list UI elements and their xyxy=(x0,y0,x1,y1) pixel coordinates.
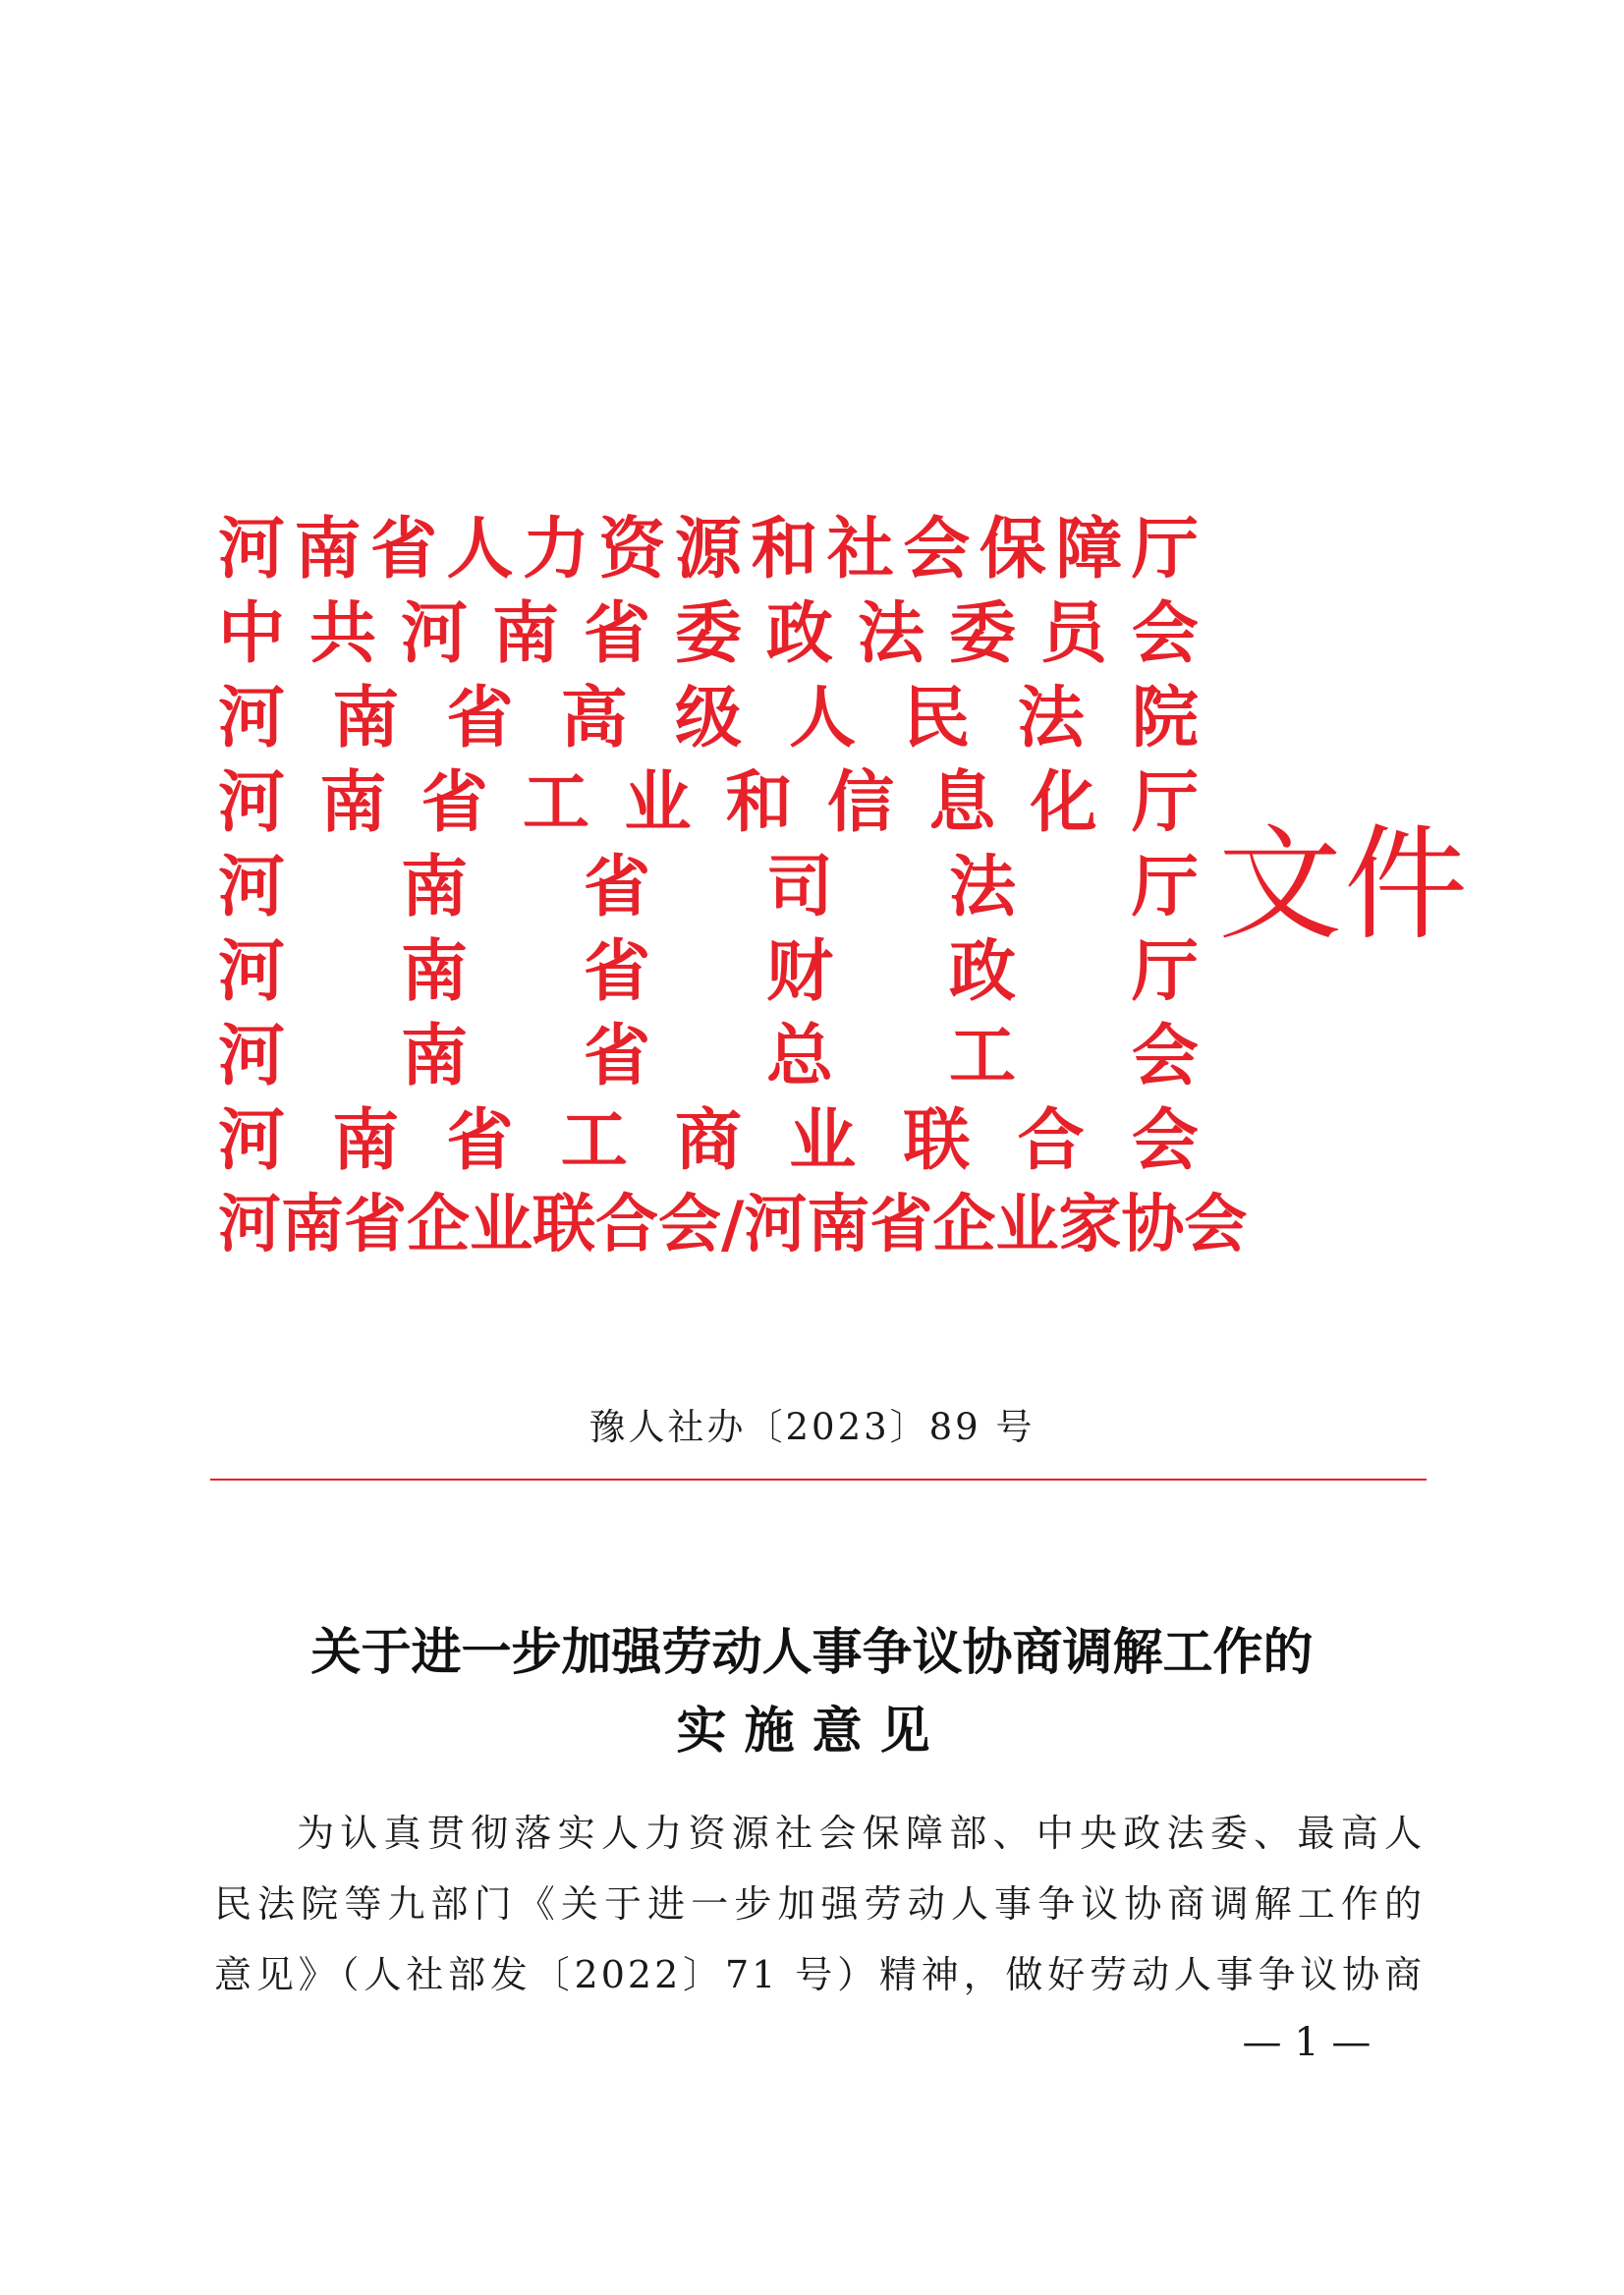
issuer-char: 人 xyxy=(446,510,514,588)
issuer-char: 法 xyxy=(1017,679,1085,757)
issuer-char: 省 xyxy=(583,594,650,673)
issuer-char: 高 xyxy=(560,679,628,757)
issuer-char: 省 xyxy=(583,1017,650,1095)
issuer-char: 省 xyxy=(369,510,437,588)
issuer-char: 委 xyxy=(948,594,1016,673)
issuer-line xyxy=(218,507,1199,591)
issuer-char: 和 xyxy=(751,510,818,588)
issuer-char: 省 xyxy=(446,679,514,757)
issuer-char: 法 xyxy=(948,848,1016,926)
issuer-char: 级 xyxy=(674,679,742,757)
issuer-char: 河 xyxy=(218,1017,286,1095)
issuer-char: 工 xyxy=(948,1017,1016,1095)
issuer-char: 河 xyxy=(218,679,286,757)
issuer-char: 省 xyxy=(446,1101,514,1180)
issuer-char: 工 xyxy=(560,1101,628,1180)
issuer-line: 河南省企业联合会/河南省企业家协会 xyxy=(218,1188,1248,1261)
issuer-char: 商 xyxy=(674,1101,742,1180)
issuer-char: 会 xyxy=(1131,1101,1199,1180)
issuer-char: 保 xyxy=(979,510,1046,588)
body-line: 民法院等九部门《关于进一步加强劳动人事争议协商调解工作的 xyxy=(214,1882,1425,1926)
document-suffix: 文件 xyxy=(1218,812,1470,957)
issuer-char: 南 xyxy=(491,594,559,673)
issuer-char: 人 xyxy=(789,679,857,757)
issuer-char: 联 xyxy=(903,1101,971,1180)
issuer-char: 化 xyxy=(1030,763,1097,842)
issuer-char: 力 xyxy=(522,510,589,588)
issuer-char: 省 xyxy=(583,932,650,1011)
page-number: — 1 — xyxy=(1242,2020,1372,2065)
issuer-char: 河 xyxy=(218,848,286,926)
document-title-line-1: 关于进一步加强劳动人事争议协商调解工作的 xyxy=(310,1623,1314,1682)
issuer-char: 业 xyxy=(624,763,692,842)
issuer-char: 河 xyxy=(218,763,286,842)
issuer-line xyxy=(218,676,1199,760)
issuer-char: 南 xyxy=(294,510,362,588)
issuer-char: 委 xyxy=(674,594,742,673)
issuer-char: 南 xyxy=(332,679,400,757)
issuer-char: 厅 xyxy=(1131,932,1199,1011)
issuer-char: 总 xyxy=(765,1017,833,1095)
issuer-char: 资 xyxy=(598,510,666,588)
issuer-char: 业 xyxy=(789,1101,857,1180)
issuer-line xyxy=(218,1014,1199,1098)
issuer-char: 社 xyxy=(826,510,894,588)
issuer-char: 员 xyxy=(1039,594,1107,673)
issuer-char: 南 xyxy=(400,932,468,1011)
issuer-char: 源 xyxy=(674,510,742,588)
issuer-char: 信 xyxy=(826,763,894,842)
issuer-char: 省 xyxy=(420,763,488,842)
issuer-char: 司 xyxy=(765,848,833,926)
issuer-line xyxy=(218,845,1199,929)
issuer-char: 河 xyxy=(400,594,468,673)
issuer-line xyxy=(218,929,1199,1014)
issuer-char: 民 xyxy=(903,679,971,757)
issuer-char: 合 xyxy=(1017,1101,1085,1180)
body-paragraph xyxy=(214,1798,1425,2010)
issuer-char: 息 xyxy=(928,763,996,842)
body-line: 为认真贯彻落实人力资源社会保障部、中央政法委、最高人 xyxy=(297,1812,1425,1855)
issuer-char: 会 xyxy=(1131,1017,1199,1095)
issuer-char: 省 xyxy=(583,848,650,926)
issuer-char: 财 xyxy=(765,932,833,1011)
body-line: 意见》（人社部发〔2022〕71 号）精神，做好劳动人事争议协商 xyxy=(214,1953,1425,1996)
issuer-char: 工 xyxy=(522,763,589,842)
issuer-char: 政 xyxy=(765,594,833,673)
issuer-char: 南 xyxy=(332,1101,400,1180)
issuer-char: 河 xyxy=(218,1101,286,1180)
document-title-line-2: 实施意见 xyxy=(676,1702,948,1761)
issuer-char: 会 xyxy=(1131,594,1199,673)
issuer-line xyxy=(218,760,1199,845)
issuer-char: 法 xyxy=(857,594,924,673)
issuer-char: 厅 xyxy=(1131,848,1199,926)
issuer-line xyxy=(218,1098,1199,1183)
issuer-char: 南 xyxy=(400,848,468,926)
issuer-char: 南 xyxy=(319,763,387,842)
issuer-char: 厅 xyxy=(1131,510,1199,588)
issuer-char: 河 xyxy=(218,932,286,1011)
issuer-char: 和 xyxy=(725,763,793,842)
issuer-char: 政 xyxy=(948,932,1016,1011)
issuer-char: 共 xyxy=(308,594,376,673)
issuer-char: 会 xyxy=(903,510,971,588)
issuer-line xyxy=(218,591,1199,676)
issuer-char: 河 xyxy=(218,510,286,588)
document-number: 豫人社办〔2023〕89 号 xyxy=(588,1406,1036,1448)
issuer-char: 中 xyxy=(218,594,286,673)
issuer-char: 障 xyxy=(1055,510,1123,588)
issuer-char: 院 xyxy=(1131,679,1199,757)
issuer-char: 南 xyxy=(400,1017,468,1095)
issuer-block xyxy=(218,507,1248,1267)
issuer-char: 厅 xyxy=(1131,763,1199,842)
red-divider xyxy=(210,1479,1427,1481)
